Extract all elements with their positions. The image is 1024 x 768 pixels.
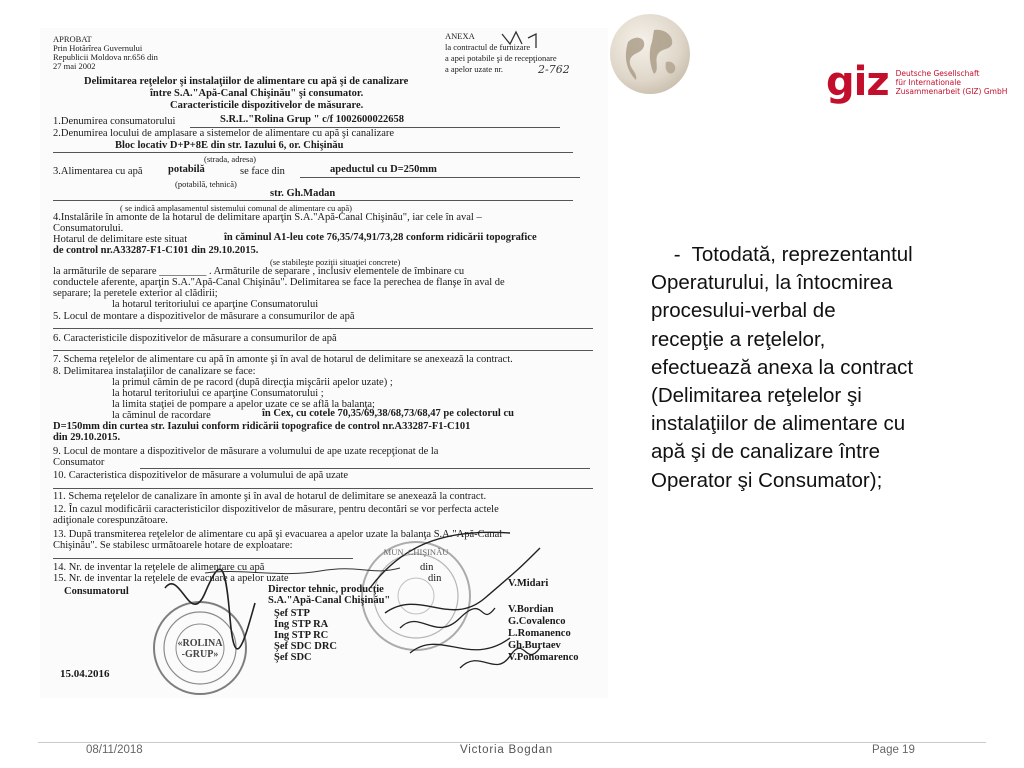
item-3-street: str. Gh.Madan [270, 188, 336, 199]
giz-logo-line: Deutsche Gesellschaft [895, 68, 980, 78]
item-3-hint2: ( se indică amplasamentul sistemului comunal de alimentare cu apă) [120, 203, 353, 213]
approval-line: APROBAT [53, 34, 92, 44]
scanned-contract-annex [40, 28, 608, 698]
footer-page-number: Page 19 [872, 744, 915, 756]
footer-date: 08/11/2018 [86, 744, 143, 756]
director-line: Şef SDC [274, 652, 312, 663]
item-12-line: 12. În cazul modificării caracteristicilor dispozitivelor de măsurare, pentru decontări se vor perfecta actele [53, 504, 499, 515]
item-15: 15. Nr. de inventar la reţelele de evacuare a apelor uzate [53, 573, 289, 584]
giz-logo-text [896, 69, 1008, 96]
item-8-line: în Cex, cu cotele 70,35/69,38/68,73/68,47 pe colectorul cu [262, 408, 514, 419]
footer-author: Victoria Bogdan [460, 744, 553, 756]
item-15-din: din [428, 573, 442, 584]
item-8-line: D=150mm din curtea str. Iazului conform ridicării topografice de control nr.A33287-F1-C101 [53, 421, 471, 432]
annex-handwritten-no: 2-762 [538, 63, 570, 76]
paragraph-line: (Delimitarea reţelelor şi [651, 384, 862, 408]
consumer-label: Consumatorul [64, 586, 129, 597]
item-4-line: conductele aferente, aparţin S.A."Apă-Canal Chişinău". Delimitarea se face la perechea de flanşe în aval de [53, 277, 505, 288]
item-4-line: de control nr.A33287-F1-C101 din 29.10.2015. [53, 245, 259, 256]
globe-icon [608, 12, 692, 96]
paragraph-line: instalaţiilor de alimentare cu [651, 412, 906, 436]
director-line: Ing STP RC [274, 630, 329, 641]
annex-line: a apei potabile şi de recepţionare [445, 53, 557, 63]
signatory: V.Midari [508, 578, 549, 589]
annex-line: a apelor uzate nr. [445, 64, 504, 74]
director-line: Şef STP [274, 608, 310, 619]
annex-line: ANEXA [445, 31, 475, 41]
doc-title: Delimitarea reţelelor şi instalaţiilor de alimentare cu apă şi de canalizare [84, 76, 409, 87]
item-8-line: la hotarul teritoriului ce aparţine Consumatorului ; [112, 388, 324, 399]
item-13-line: Chişinău". Se stabilesc următoarele hotare de exploatare: [53, 540, 293, 551]
item-9-line: 9. Locul de montare a dispozitivelor de măsurare a volumului de ape uzate recepţionat de la [53, 446, 439, 457]
paragraph-line: apă şi de canalizare între [651, 440, 881, 464]
item-3-source: apeductul cu D=250mm [330, 164, 437, 175]
director-line: Director tehnic, producţie [268, 584, 384, 595]
slide-paragraph [651, 241, 991, 495]
item-4-line: 4.Instalările în amonte de la hotarul de delimitare aparţin S.A."Apă-Canal Chişinău", iar cele în aval – [53, 212, 482, 223]
signatory: G.Covalenco [508, 616, 566, 627]
paragraph-line: Operator şi Consumator); [651, 468, 883, 492]
doc-title: între S.A."Apă-Canal Chişinău" şi consumator. [150, 88, 364, 99]
signatory: V.Bordian [508, 604, 554, 615]
footer-divider [38, 742, 986, 743]
item-6: 6. Caracteristicile dispozitivelor de măsurare a consumurilor de apă [53, 333, 337, 344]
item-12-line: adiţionale corespunzătoare. [53, 515, 168, 526]
stamp-right-text: MUN. CHIŞINĂU [383, 547, 449, 557]
giz-logo-mark: giz [826, 59, 889, 105]
approval-line: 27 mai 2002 [53, 61, 96, 71]
item-5: 5. Locul de montare a dispozitivelor de măsurare a consumurilor de apă [53, 311, 355, 322]
paragraph-line: efectuează anexa la contract [651, 355, 914, 379]
item-3-from: se face din [240, 166, 285, 177]
signature-director [370, 532, 540, 613]
item-2-value: Bloc locativ D+P+8E din str. Iazului 6, or. Chişinău [115, 140, 344, 151]
giz-logo-line: Zusammenarbeit (GIZ) GmbH [895, 86, 1008, 96]
item-2-label: 2.Denumirea locului de amplasare a sistemelor de alimentare cu apă şi canalizare [53, 128, 395, 139]
giz-logo-line: für Internationale [895, 77, 961, 87]
item-11: 11. Schema reţelelor de canalizare în amonte şi în aval de hotarul de delimitare se anexează la contract. [53, 491, 487, 502]
item-9-line: Consumator [53, 457, 105, 468]
item-14: 14. Nr. de inventar la reţelele de alimentare cu apă [53, 562, 265, 573]
annex-line: la contractul de furnizare [445, 42, 531, 52]
item-4-line: Hotarul de delimitare este situat [53, 234, 188, 245]
item-4-line: în căminul A1-leu cote 76,35/74,91/73,28 conform ridicării topografice [224, 232, 537, 243]
item-2-hint: (strada, adresa) [204, 154, 256, 164]
director-line: Ing STP RA [274, 619, 329, 630]
item-4-line: (se stabileşte poziţii situaţiei concrete) [270, 257, 401, 267]
doc-title: Caracteristicile dispozitivelor de măsurare. [170, 100, 364, 111]
item-3-type: potabilă [168, 164, 205, 175]
paragraph-line: recepţie a reţelelor, [651, 327, 826, 351]
approval-line: Republicii Moldova nr.656 din [53, 52, 158, 62]
signatory: Gh.Burtaev [508, 640, 561, 651]
item-3-hint: (potabilă, tehnică) [175, 179, 237, 189]
signature-sef [400, 608, 510, 653]
paragraph-line: - Totodată, reprezentantul [651, 243, 913, 266]
stamp-left-text: «ROLINA [177, 638, 223, 649]
item-4-line: la hotarul teritoriului ce aparţine Consumatorului [112, 299, 319, 310]
item-10: 10. Caracteristica dispozitivelor de măsurare a volumului de apă uzate [53, 470, 349, 481]
signatory: V.Ponomarenco [508, 652, 579, 663]
item-3-label: 3.Alimentarea cu apă [53, 166, 143, 177]
signatory: L.Romanenco [508, 628, 571, 639]
paragraph-line: procesului-verbal de [651, 299, 836, 323]
doc-date: 15.04.2016 [60, 668, 110, 680]
giz-logo [826, 59, 1008, 105]
item-1-value: S.R.L."Rolina Grup " c/f 1002600022658 [220, 114, 405, 125]
item-8-line: la căminul de racordare [112, 410, 211, 421]
director-line: Şef SDC DRC [274, 641, 337, 652]
paragraph-line: Operaturului, la întocmirea [651, 271, 893, 295]
item-8-line: la limita staţiei de pompare a apelor uzate ce se află la balanţa; [112, 399, 375, 410]
item-1-label: 1.Denumirea consumatorului [53, 116, 176, 127]
item-4-line: Consumatorului. [53, 223, 124, 234]
item-4-line: la armăturile de separare _________ . Armăturile de separare , inclusiv elementele de îmbinare cu [53, 266, 465, 277]
item-8-line: 8. Delimitarea instalaţiilor de canalizare se face: [53, 366, 256, 377]
item-8-line: la primul cămin de pe racord (după direcţia mişcării apelor uzate) ; [112, 377, 393, 388]
item-4-line: separare; la peretele exterior al clădirii; [53, 288, 218, 299]
approval-line: Prin Hotărîrea Guvernului [53, 43, 143, 53]
stamp-left-text: -GRUP» [181, 649, 219, 660]
item-13-line: 13. După transmiterea reţelelor de alimentare cu apă şi evacuarea a apelor uzate la balanţa S.A."Apă-Canal [53, 529, 503, 540]
item-8-line: din 29.10.2015. [53, 432, 121, 443]
director-line: S.A."Apă-Canal Chişinău" [268, 595, 391, 606]
item-14-din: din [420, 562, 434, 573]
item-7: 7. Schema reţelelor de alimentare cu apă în amonte şi în aval de hotarul de delimitare se anexează la contract. [53, 354, 513, 365]
